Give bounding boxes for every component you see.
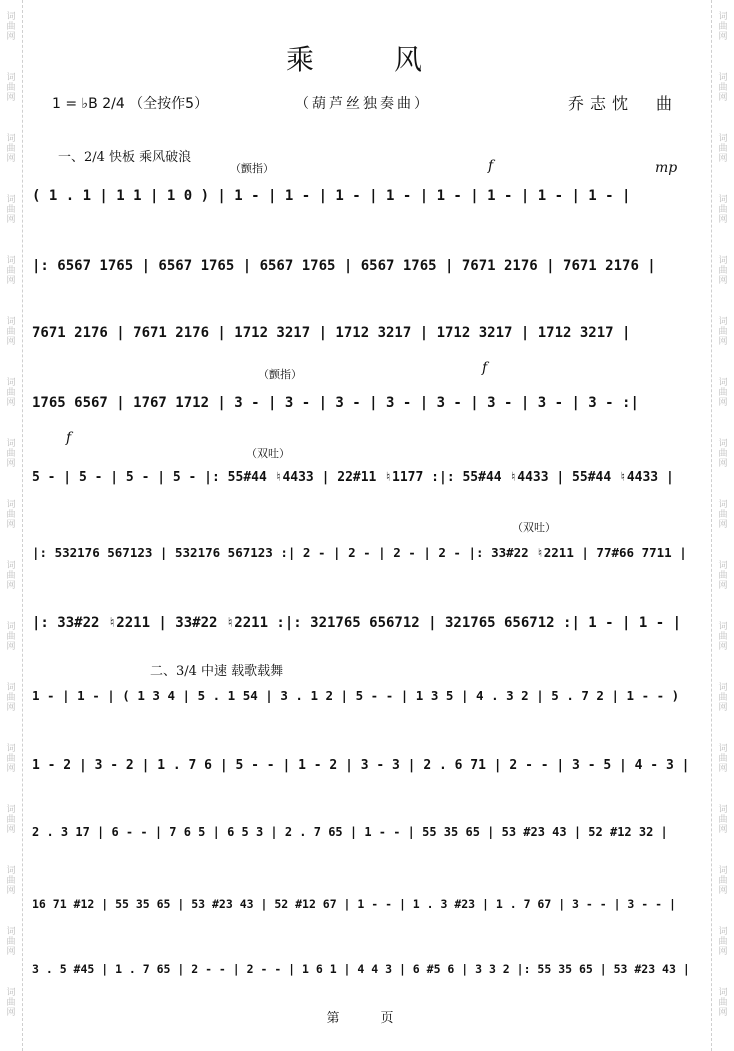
watermark-text: 词 曲 网 (6, 378, 16, 408)
tremolo-mark-2: （颤指） (258, 368, 302, 381)
watermark-text: 词 曲 网 (6, 12, 16, 42)
dynamic-forte-2: f (482, 360, 488, 376)
watermark-text: 词 曲 网 (6, 73, 16, 103)
watermark-left (0, 0, 23, 1051)
watermark-text: 词 曲 网 (6, 927, 16, 957)
composer: 乔志忱 曲 (568, 94, 679, 113)
notation-row: 16 71 #12 | 55 35 65 | 53 #23 43 | 52 #12 67 | 1 - - | 1 . 3 #23 | 1 . 7 67 | 3 - - | 3 - - | (32, 897, 676, 911)
watermark-text: 词 曲 网 (6, 256, 16, 286)
watermark-text: 词 曲 网 (718, 134, 728, 164)
watermark-text: 词 曲 网 (718, 500, 728, 530)
watermark-text: 词 曲 网 (718, 73, 728, 103)
subtitle: （葫芦丝独奏曲） (295, 96, 431, 112)
watermark-text: 词 曲 网 (718, 378, 728, 408)
double-tongue-mark: （双吐） (246, 447, 290, 460)
notation-row: 3 . 5 #45 | 1 . 7 65 | 2 - - | 2 - - | 1 6 1 | 4 4 3 | 6 #5 6 | 3 3 2 |: 55 35 65 | 53 #23 43 | (32, 962, 690, 976)
watermark-text: 词 曲 网 (6, 866, 16, 896)
score-title: 乘 风 (285, 43, 448, 76)
watermark-text: 词 曲 网 (6, 500, 16, 530)
watermark-text: 词 曲 网 (6, 805, 16, 835)
notation-row: 1765 6567 | 1767 1712 | 3 - | 3 - | 3 - | 3 - | 3 - | 3 - | 3 - | 3 - :| (32, 395, 639, 411)
watermark-text: 词 曲 网 (6, 134, 16, 164)
watermark-text: 词 曲 网 (718, 256, 728, 286)
watermark-text: 词 曲 网 (718, 683, 728, 713)
notation-row: 1 - | 1 - | ( 1 3 4 | 5 . 1 54 | 3 . 1 2 | 5 - - | 1 3 5 | 4 . 3 2 | 5 . 7 2 | 1 - - ) (32, 688, 680, 703)
page-number: 第 页 (326, 1011, 408, 1026)
watermark-text: 词 曲 网 (6, 439, 16, 469)
notation-row: 1 - 2 | 3 - 2 | 1 . 7 6 | 5 - - | 1 - 2 | 3 - 3 | 2 . 6 71 | 2 - - | 3 - 5 | 4 - 3 | (32, 758, 690, 773)
watermark-text: 词 曲 网 (718, 195, 728, 225)
tremolo-mark: （颤指） (230, 162, 274, 175)
watermark-text: 词 曲 网 (6, 195, 16, 225)
watermark-text: 词 曲 网 (6, 317, 16, 347)
dynamic-mezzo-piano: mp (655, 160, 678, 176)
dynamic-forte-3: f (66, 430, 72, 446)
watermark-text: 词 曲 网 (718, 622, 728, 652)
watermark-text: 词 曲 网 (718, 12, 728, 42)
watermark-text: 词 曲 网 (718, 744, 728, 774)
section-heading-1: 一、2/4 快板 乘风破浪 (58, 150, 192, 165)
watermark-text: 词 曲 网 (718, 805, 728, 835)
notation-row: |: 6567 1765 | 6567 1765 | 6567 1765 | 6567 1765 | 7671 2176 | 7671 2176 | (32, 258, 656, 274)
watermark-text: 词 曲 网 (6, 622, 16, 652)
watermark-text: 词 曲 网 (718, 561, 728, 591)
double-tongue-mark-2: （双吐） (512, 521, 556, 534)
watermark-text: 词 曲 网 (718, 866, 728, 896)
watermark-right (711, 0, 734, 1051)
watermark-text: 词 曲 网 (6, 683, 16, 713)
watermark-text: 词 曲 网 (6, 988, 16, 1018)
dynamic-forte: f (488, 158, 494, 174)
notation-row: 2 . 3 17 | 6 - - | 7 6 5 | 6 5 3 | 2 . 7 65 | 1 - - | 55 35 65 | 53 #23 43 | 52 #12 32 | (32, 825, 668, 839)
notation-row: |: 532176 567123 | 532176 567123 :| 2 - | 2 - | 2 - | 2 - |: 33#22 ♮2211 | 77#66 7711 | (32, 545, 687, 560)
watermark-text: 词 曲 网 (6, 561, 16, 591)
key-signature: 1 = ♭B 2/4 （全按作5） (52, 96, 209, 112)
notation-row: 5 - | 5 - | 5 - | 5 - |: 55#44 ♮4433 | 22#11 ♮1177 :|: 55#44 ♮4433 | 55#44 ♮4433 | (32, 470, 674, 485)
notation-row: |: 33#22 ♮2211 | 33#22 ♮2211 :|: 321765 656712 | 321765 656712 :| 1 - | 1 - | (32, 615, 682, 631)
notation-row: ( 1 . 1 | 1 1 | 1 0 ) | 1 - | 1 - | 1 - | 1 - | 1 - | 1 - | 1 - | 1 - | (32, 188, 631, 204)
section-heading-2: 二、3/4 中速 载歌载舞 (150, 664, 284, 679)
notation-row: 7671 2176 | 7671 2176 | 1712 3217 | 1712 3217 | 1712 3217 | 1712 3217 | (32, 325, 631, 341)
watermark-text: 词 曲 网 (718, 317, 728, 347)
watermark-text: 词 曲 网 (718, 439, 728, 469)
watermark-text: 词 曲 网 (6, 744, 16, 774)
watermark-text: 词 曲 网 (718, 988, 728, 1018)
watermark-text: 词 曲 网 (718, 927, 728, 957)
